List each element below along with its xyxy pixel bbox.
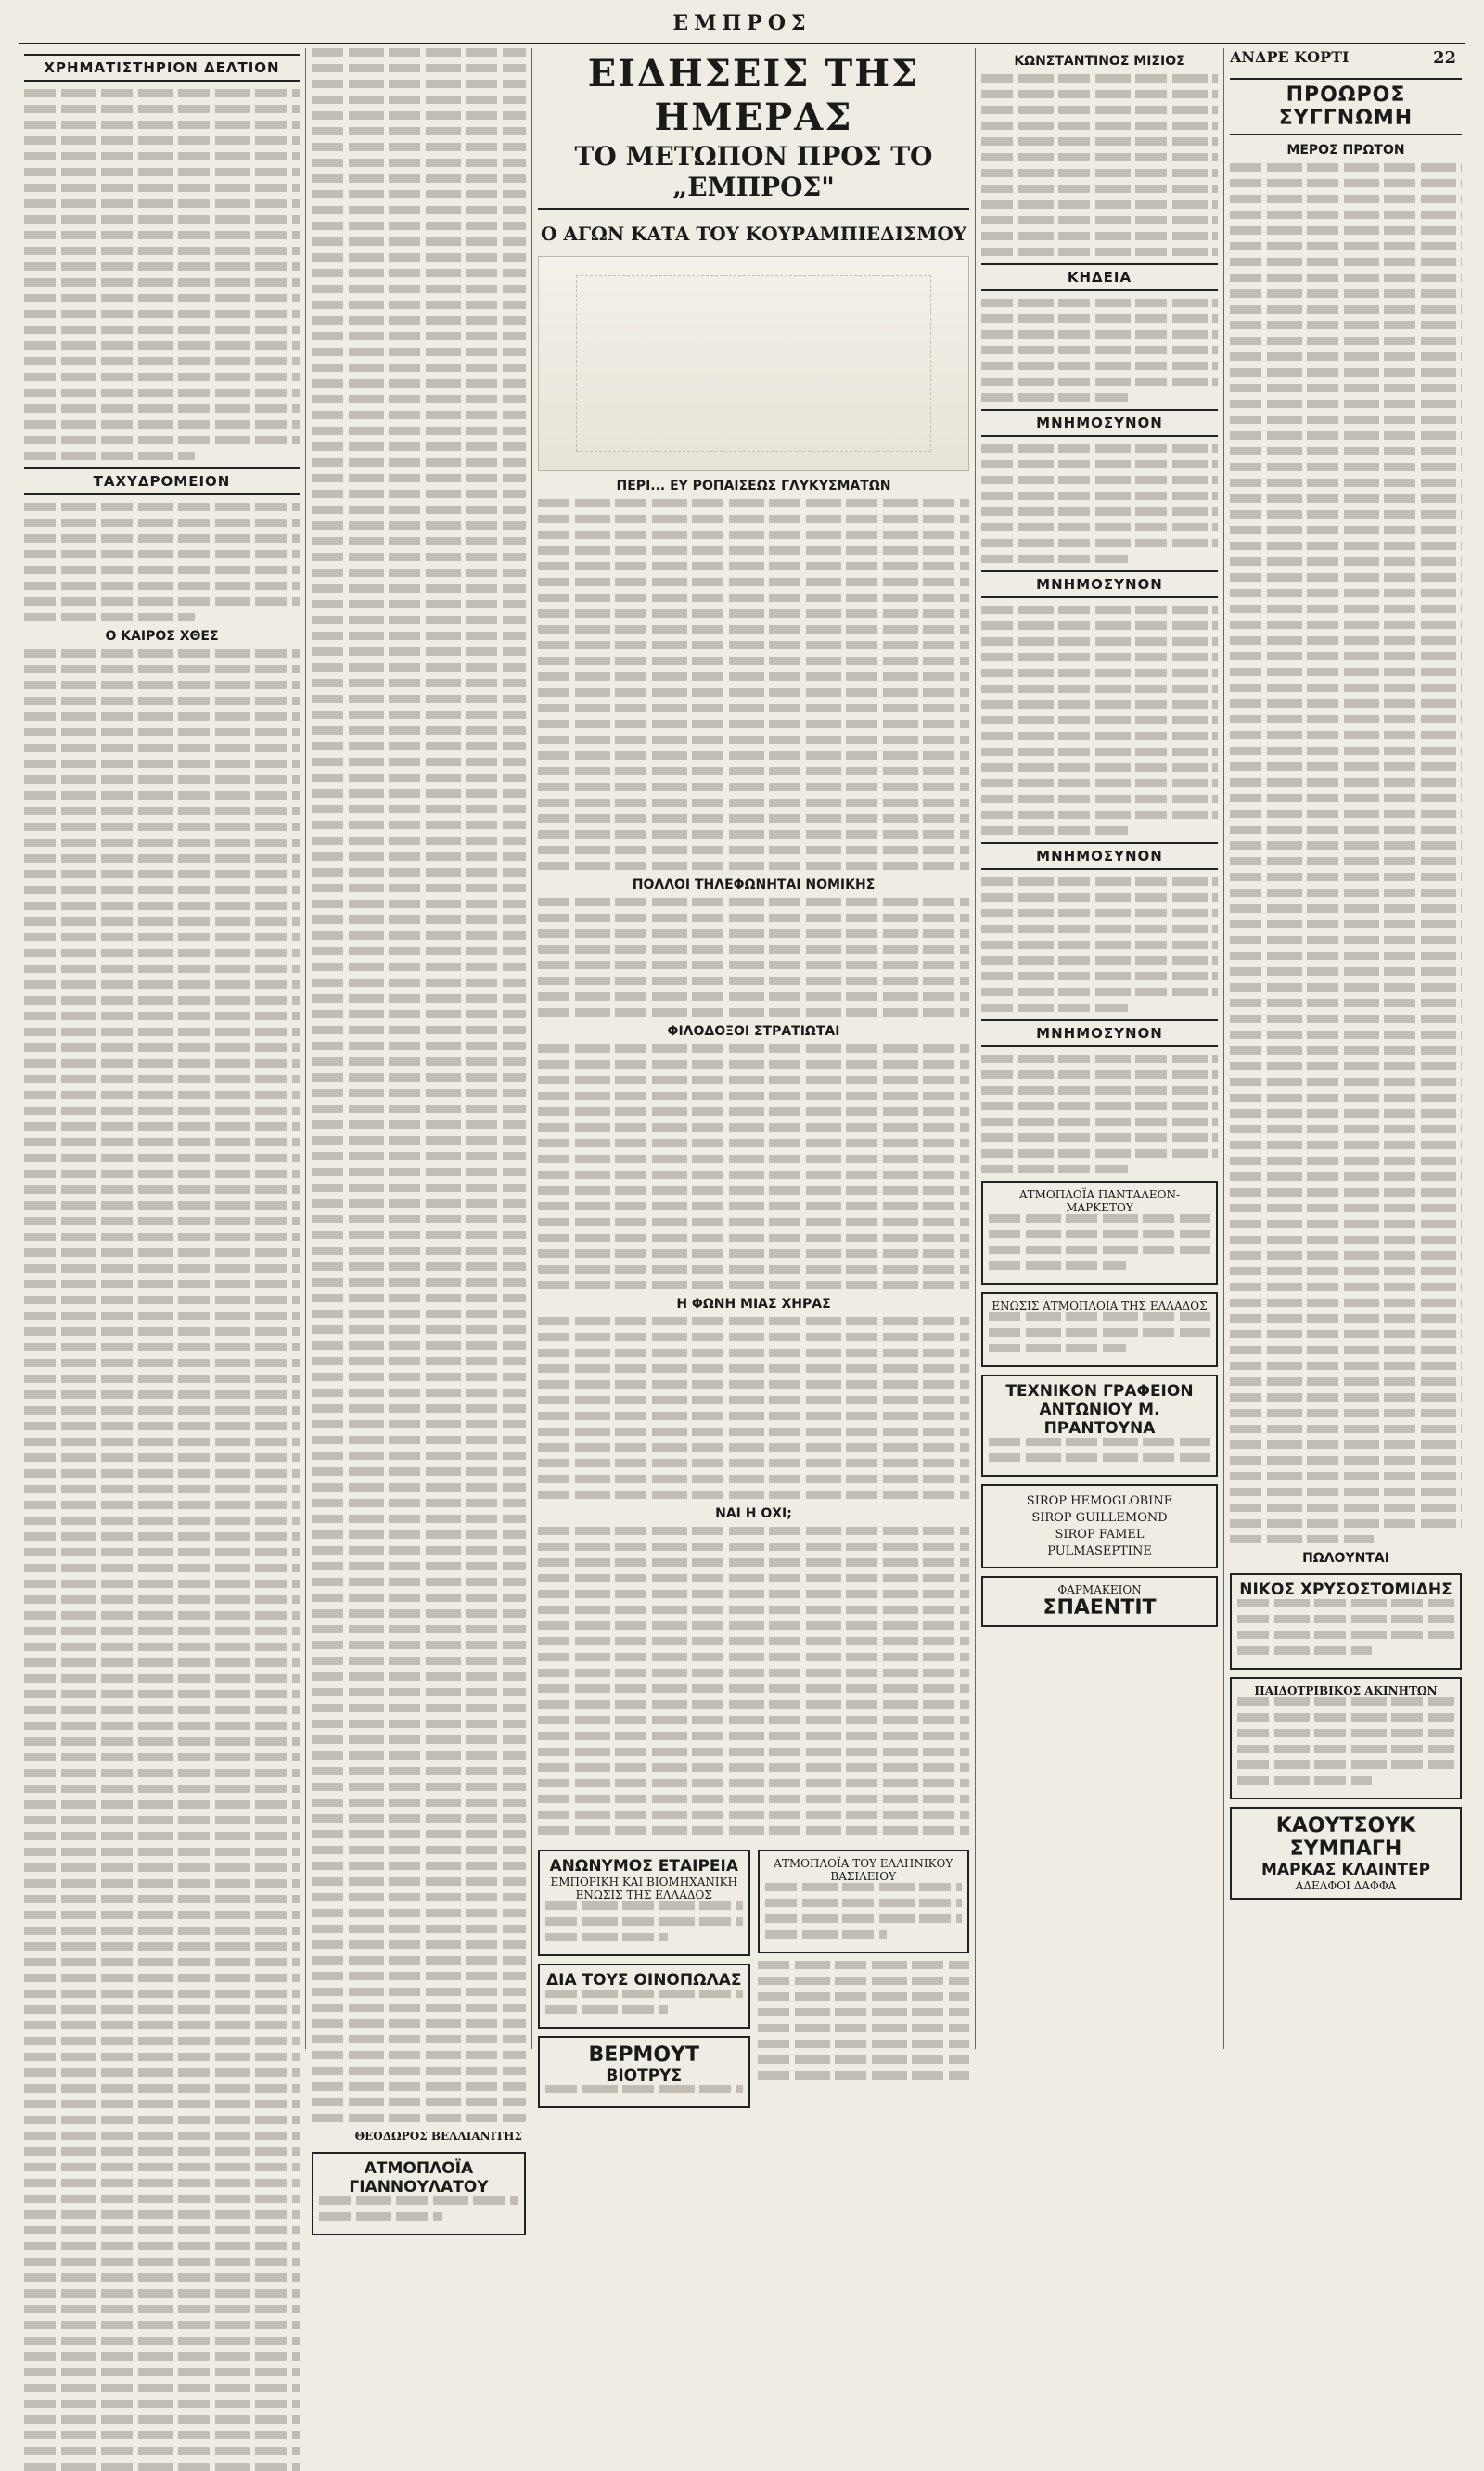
- serial-author: ΑΝΔΡΕ ΚΟΡΤΙ: [1230, 48, 1350, 66]
- ad-anonymous-company: [538, 1850, 750, 1956]
- stock-text-block: [24, 89, 300, 460]
- post-text-block: [24, 503, 300, 621]
- post-heading: ΤΑΧΥΔΡΟΜΕΙΟΝ: [24, 467, 300, 495]
- ad-pharmacy-title: ΦΑΡΜΑΚΕΙΟΝ: [1057, 1583, 1142, 1596]
- weather-heading: Ο ΚΑΙΡΟΣ ΧΘΕΣ: [105, 629, 219, 644]
- for-sale-heading: ΠΩΛΟΥΝΤΑΙ: [1302, 1551, 1389, 1566]
- story-sweets-heading: ΠΕΡΙ... ΕΥ ΡΟΠΑΙΣΕΩΣ ΓΛΥΚΥΣΜΑΤΩΝ: [616, 479, 891, 493]
- story-soldiers-text: [538, 1044, 969, 1289]
- ad-sirop-line-4: PULMASEPTINE: [1047, 1544, 1152, 1558]
- ad-rubber: [1230, 1807, 1462, 1900]
- heading-memorial-4: ΜΝΗΜΟΣΥΝΟΝ: [981, 1019, 1218, 1047]
- story-telephonists-heading: ΠΟΛΛΟΙ ΤΗΛΕΦΩΝΗΤΑΙ ΝΟΜΙΚΗΣ: [632, 877, 876, 892]
- ad-chrysostomidis-title: ΝΙΚΟΣ ΧΡΥΣΟΣΤΟΜΙΔΗΣ: [1239, 1581, 1452, 1599]
- ad-technical-office-title: ΤΕΧΝΙΚΟΝ ΓΡΑΦΕΙΟΝ: [1005, 1382, 1194, 1401]
- column-2-text: [312, 48, 526, 2122]
- story-widow-heading: Η ΦΩΝΗ ΜΙΑΣ ΧΗΡΑΣ: [676, 1297, 831, 1312]
- ad-chrysostomidis: [1230, 1573, 1462, 1670]
- ad-pharmacy: [981, 1576, 1218, 1627]
- serial-number: 22: [1432, 48, 1456, 68]
- ad-anonymous-company-sub: ΕΜΠΟΡΙΚΗ ΚΑΙ ΒΙΟΜΗΧΑΝΙΚΗ ΕΝΩΣΙΣ ΤΗΣ ΕΛΛΑΔΟΣ: [550, 1876, 738, 1901]
- ad-sirop-line-2: SIROP GUILLEMOND: [1031, 1511, 1168, 1525]
- ad-greek-steamship-title: ΑΤΜΟΠΛΟΪΑ ΤΟΥ ΕΛΛΗΝΙΚΟΥ ΒΑΣΙΛΕΙΟΥ: [774, 1857, 953, 1883]
- story-yes-or-no-heading: ΝΑΙ Η ΟΧΙ;: [715, 1506, 792, 1521]
- ad-greek-union-steamship: [981, 1292, 1218, 1367]
- ad-pantaleon-title: ΑΤΜΟΠΛΟΪΑ ΠΑΝΤΑΛΕΟΝ-ΜΑΡΚΕΤΟΥ: [1018, 1188, 1181, 1214]
- byline-bellianitis: ΘΕΟΔΩΡΟΣ ΒΕΛΛΙΑΝΙΤΗΣ: [354, 2130, 522, 2143]
- text-misios: [981, 74, 1218, 256]
- ad-real-estate-title: ΠΑΙΔΟΤΡΙΒΙΚΟΣ ΑΚΙΝΗΤΩΝ: [1254, 1684, 1438, 1697]
- column-4: [976, 48, 1224, 2049]
- column-3: [532, 48, 976, 2085]
- ad-real-estate-auction: [1230, 1677, 1462, 1799]
- article-deck: Ο ΑΓΩΝ ΚΑΤΑ ΤΟΥ ΚΟΥΡΑΜΠΙΕΔΙΣΜΟΥ: [540, 223, 967, 245]
- ad-rubber-title: ΚΑΟΥΤΣΟΥΚ ΣΥΜΠΑΓΗ: [1275, 1814, 1416, 1861]
- ad-vermouth: [538, 2036, 750, 2108]
- banner-news-of-day: ΕΙΔΗΣΕΙΣ ΤΗΣ ΗΜΕΡΑΣ: [587, 52, 920, 139]
- ad-wine-merchants-title: ΔΙΑ ΤΟΥΣ ΟΙΝΟΠΩΛΑΣ: [545, 1971, 742, 1990]
- heading-memorial-3: ΜΝΗΜΟΣΥΝΟΝ: [981, 842, 1218, 870]
- ad-pharmacy-name: ΣΠΑΕΝΤΙΤ: [1043, 1596, 1157, 1620]
- serial-title: ΠΡΟΩΡΟΣ ΣΥΓΓΝΩΜΗ: [1230, 78, 1462, 135]
- ad-vermouth-title: ΒΕΡΜΟΥΤ: [588, 2043, 699, 2067]
- ad-giannoulatos-title: ΑΤΜΟΠΛΟΪΑ ΓΙΑΝΝΟΥΛΑΤΟΥ: [349, 2159, 489, 2196]
- ad-sirop-line-3: SIROP FAMEL: [1055, 1528, 1145, 1542]
- heading-memorial-2: ΜΝΗΜΟΣΥΝΟΝ: [981, 570, 1218, 598]
- text-memorial-2: [981, 606, 1218, 835]
- story-telephonists-text: [538, 898, 969, 1017]
- heading-funeral: ΚΗΔΕΙΑ: [981, 263, 1218, 291]
- masthead-title: ΕΜΠΡΟΣ: [672, 11, 812, 35]
- text-funeral: [981, 299, 1218, 402]
- story-soldiers-heading: ΦΙΛΟΔΟΞΟΙ ΣΤΡΑΤΙΩΤΑΙ: [667, 1024, 840, 1039]
- stock-exchange-heading: ΧΡΗΜΑΤΙΣΤΗΡΙΟΝ ΔΕΛΤΙΟΝ: [24, 54, 300, 82]
- weather-text-block: [24, 649, 300, 2471]
- ad-sirop: [981, 1484, 1218, 1568]
- ad-greek-steamship: [758, 1850, 970, 1953]
- text-memorial-4: [981, 1055, 1218, 1173]
- heading-memorial-1: ΜΝΗΜΟΣΥΝΟΝ: [981, 409, 1218, 437]
- column-3-right-text: [758, 1961, 970, 2080]
- ad-giannoulatos: [312, 2152, 526, 2235]
- ad-sirop-line-1: SIROP HEMOGLOBINE: [1026, 1494, 1173, 1508]
- ad-greek-union-title: ΕΝΩΣΙΣ ΑΤΜΟΠΛΟΪΑ ΤΗΣ ΕΛΛΑΔΟΣ: [991, 1300, 1208, 1312]
- front-to-emprос-title: ΤΟ ΜΕΤΩΠΟΝ ΠΡΟΣ ΤΟ „ΕΜΠΡΟΣ": [538, 141, 969, 210]
- ad-technical-office: [981, 1375, 1218, 1477]
- blank-illustration-area: [538, 256, 969, 471]
- ad-technical-office-name: ΑΝΤΩΝΙΟΥ Μ. ΠΡΑΝΤΟΥΝΑ: [1039, 1401, 1160, 1438]
- story-widow-text: [538, 1317, 969, 1499]
- ad-rubber-brand: ΜΑΡΚΑΣ ΚΛΑΙΝΤΕΡ: [1260, 1861, 1431, 1879]
- ad-pantaleon-steamship: [981, 1181, 1218, 1285]
- ad-wine-merchants: [538, 1964, 750, 2029]
- heading-misios: ΚΩΝΣΤΑΝΤΙΝΟΣ ΜΙΣΙΟΣ: [1014, 54, 1185, 69]
- column-1: [19, 48, 306, 2049]
- text-memorial-3: [981, 877, 1218, 1012]
- ad-anonymous-company-title: ΑΝΩΝΥΜΟΣ ΕΤΑΙΡΕΙΑ: [549, 1857, 739, 1876]
- text-memorial-1: [981, 444, 1218, 563]
- ad-rubber-seller: ΑΔΕΛΦΟΙ ΔΑΦΦΑ: [1295, 1879, 1397, 1892]
- story-yes-or-no-text: [538, 1527, 969, 1835]
- column-2: [306, 48, 532, 2196]
- story-sweets-text: [538, 499, 969, 870]
- column-5: [1224, 48, 1467, 2049]
- ad-vermouth-brand: ΒΙΟΤΡΥΣ: [606, 2067, 683, 2085]
- masthead: [19, 7, 1465, 45]
- serial-part: ΜΕΡΟΣ ΠΡΩΤΟΝ: [1286, 143, 1405, 158]
- serial-text: [1230, 163, 1462, 1543]
